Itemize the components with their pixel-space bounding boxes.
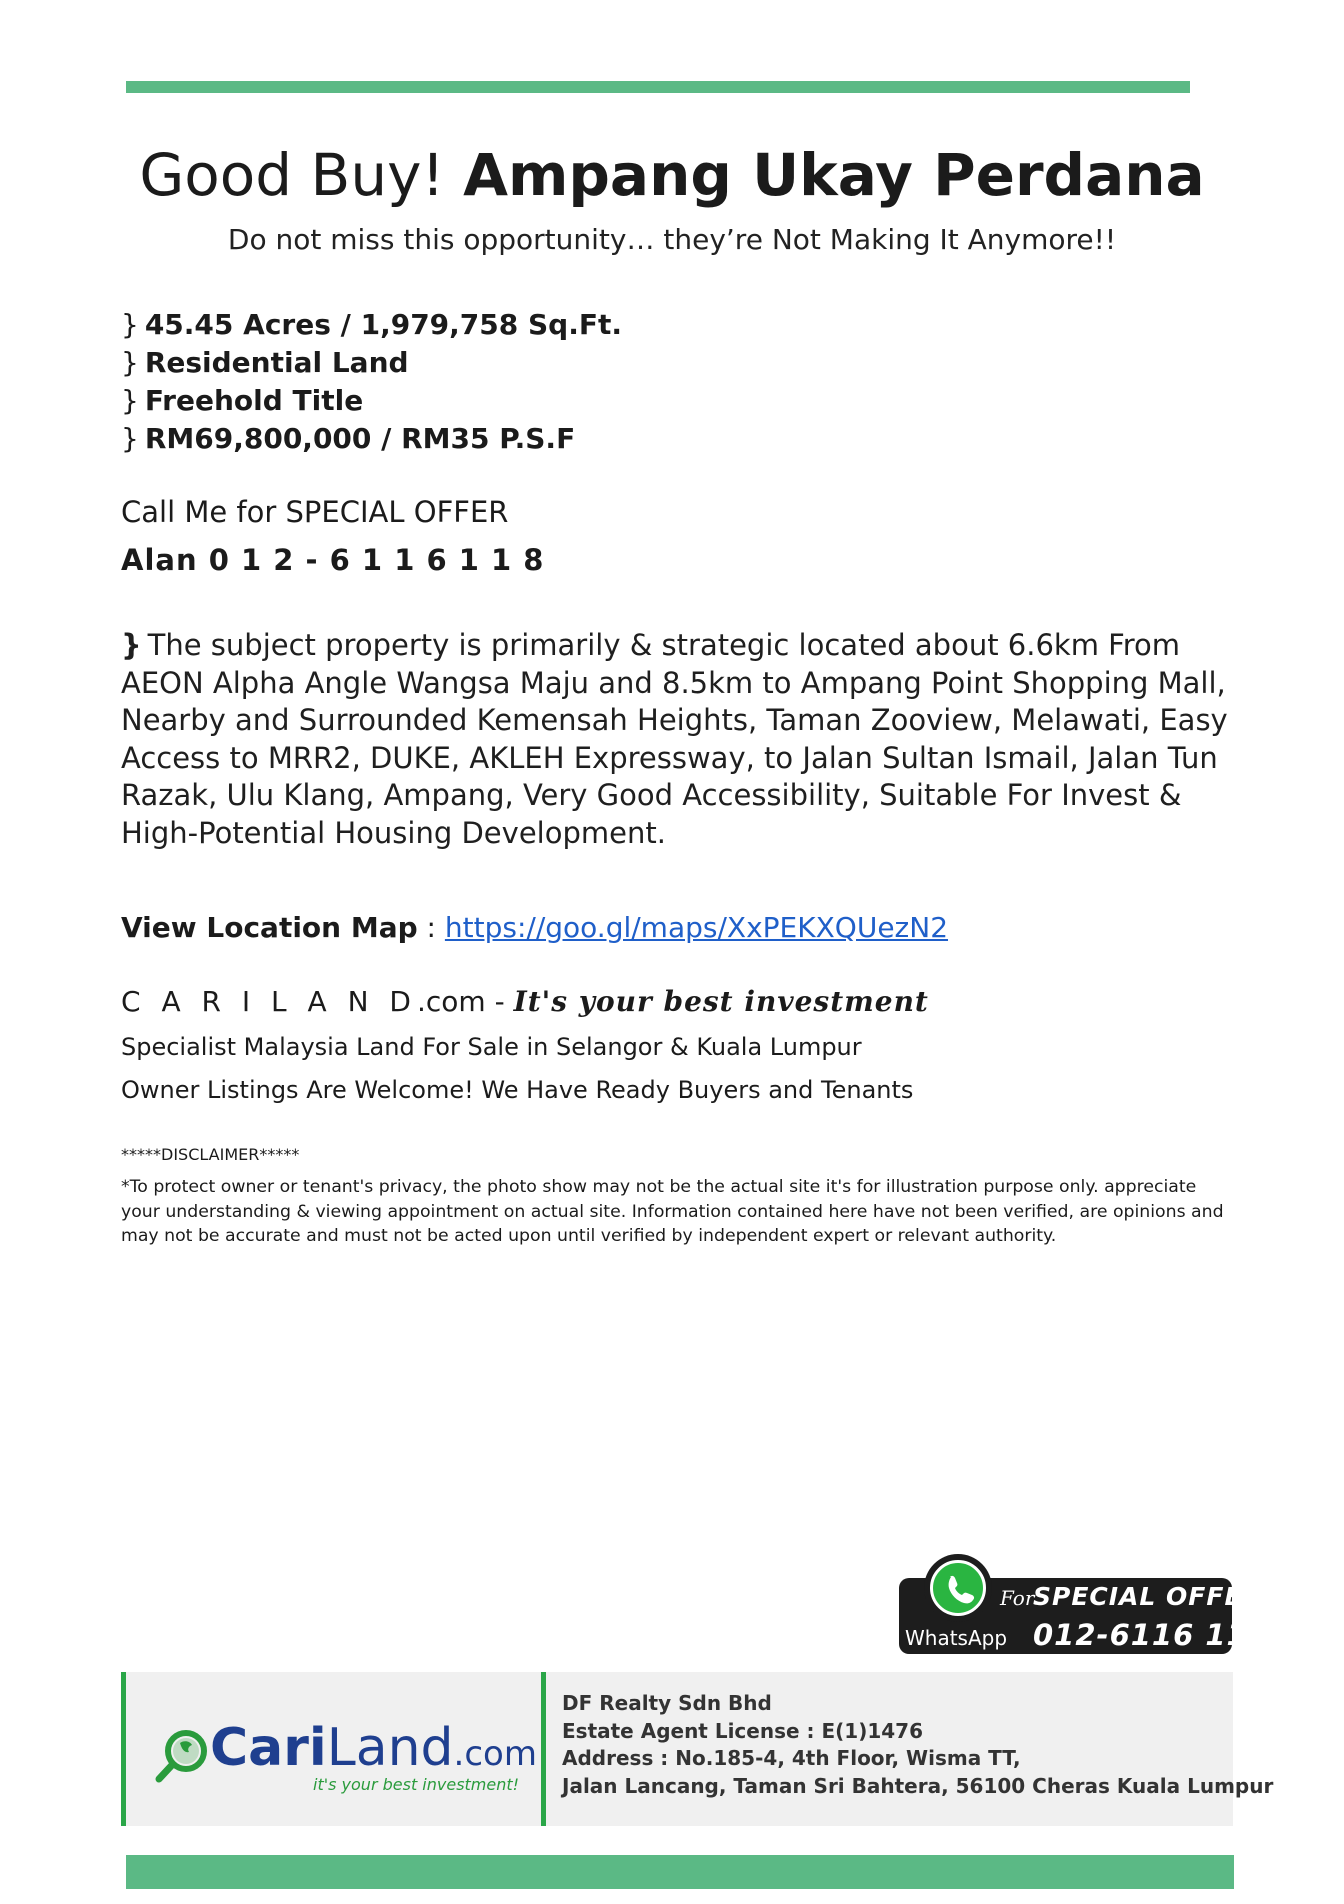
footer-middle-divider xyxy=(541,1672,546,1826)
whatsapp-phone[interactable]: 012-6116 118 xyxy=(1033,1618,1269,1652)
phone-handset-icon xyxy=(933,1563,983,1613)
logo-tagline: it's your best investment! xyxy=(313,1775,520,1794)
bottom-accent-bar xyxy=(126,1855,1234,1889)
location-map-line xyxy=(121,909,1231,947)
bullet-glyph: } xyxy=(121,628,142,662)
whatsapp-icon[interactable] xyxy=(930,1560,986,1616)
agency-info xyxy=(562,1690,1273,1800)
magnifier-globe-icon xyxy=(154,1727,212,1789)
bullet-glyph: } xyxy=(121,384,139,417)
bullet-glyph: } xyxy=(121,346,139,379)
feature-item-land-type: } Residential Land xyxy=(121,346,409,379)
whatsapp-for-text: For xyxy=(1000,1586,1035,1610)
brand-line xyxy=(121,983,1231,1021)
feature-list xyxy=(121,306,1231,458)
description-text: The subject property is primarily & strategic located about 6.6km From AEON Alpha Angle Wangsa Maju and 8.5km to Ampang Point Shopping Mall, Nearby and Surrounded Kemensah Heights, Taman Zooview, Melawati, Easy Access to MRR2, DUKE, AKLEH Expressway, to Jalan Sultan Ismail, Jalan Tun Razak, Ulu Klang, Ampang, Very Good Accessibility, Suitable For Invest & High-Potential Housing Development. xyxy=(121,628,1228,850)
page-title xyxy=(0,140,1344,210)
owner-listing-line: Owner Listings Are Welcome! We Have Ready Buyers and Tenants xyxy=(121,1076,914,1104)
brand-name: C A R I L A N D xyxy=(121,985,417,1018)
contact-phone: Alan 0 1 2 - 6 1 1 6 1 1 8 xyxy=(121,543,545,577)
bullet-glyph: } xyxy=(121,422,139,455)
company-name: DF Realty Sdn Bhd xyxy=(562,1691,772,1715)
feature-item-price: } RM69,800,000 / RM35 P.S.F xyxy=(121,422,576,455)
logo-com: .com xyxy=(453,1734,537,1774)
whatsapp-offer-text: SPECIAL OFFER! xyxy=(1033,1582,1276,1611)
page-subtitle: Do not miss this opportunity… they’re Not Making It Anymore!! xyxy=(227,223,1117,256)
feature-item-title: } Freehold Title xyxy=(121,384,364,417)
title-location: Ampang Ukay Perdana xyxy=(463,141,1205,209)
brand-suffix: .com - xyxy=(416,985,514,1018)
logo-land: Land xyxy=(326,1718,454,1778)
call-to-action: Call Me for SPECIAL OFFER xyxy=(121,495,509,529)
footer-left-divider xyxy=(121,1672,126,1826)
property-description xyxy=(121,627,1231,853)
disclaimer-text: *To protect owner or tenant's privacy, the photo show may not be the actual site it's for illustration purpose only. appreciate your understanding & viewing appointment on actual site. Information contained here have not been verified, are opinions and may not be accurate and must not be acted upon until verified by independent expert or relevant authority. xyxy=(121,1177,1224,1246)
map-separator: : xyxy=(417,911,445,944)
logo-cari: Cari xyxy=(210,1718,327,1778)
brand-tagline: It's your best investment xyxy=(513,985,929,1018)
specialist-line: Specialist Malaysia Land For Sale in Selangor & Kuala Lumpur xyxy=(121,1033,862,1061)
bullet-glyph: } xyxy=(121,308,139,341)
disclaimer-title: *****DISCLAIMER***** xyxy=(121,1145,300,1164)
whatsapp-label: WhatsApp xyxy=(905,1626,1008,1650)
agent-license: Estate Agent License : E(1)1476 xyxy=(562,1718,924,1743)
title-prefix: Good Buy! xyxy=(139,141,464,209)
feature-item-area: } 45.45 Acres / 1,979,758 Sq.Ft. xyxy=(121,308,622,341)
address-line-2: Jalan Lancang, Taman Sri Bahtera, 56100 Cheras Kuala Lumpur xyxy=(562,1773,1274,1798)
map-label: View Location Map xyxy=(121,911,418,944)
address-line-1: Address : No.185-4, 4th Floor, Wisma TT, xyxy=(562,1746,1021,1770)
top-accent-bar xyxy=(126,81,1190,93)
map-link[interactable]: https://goo.gl/maps/XxPEKXQUezN2 xyxy=(444,911,949,944)
